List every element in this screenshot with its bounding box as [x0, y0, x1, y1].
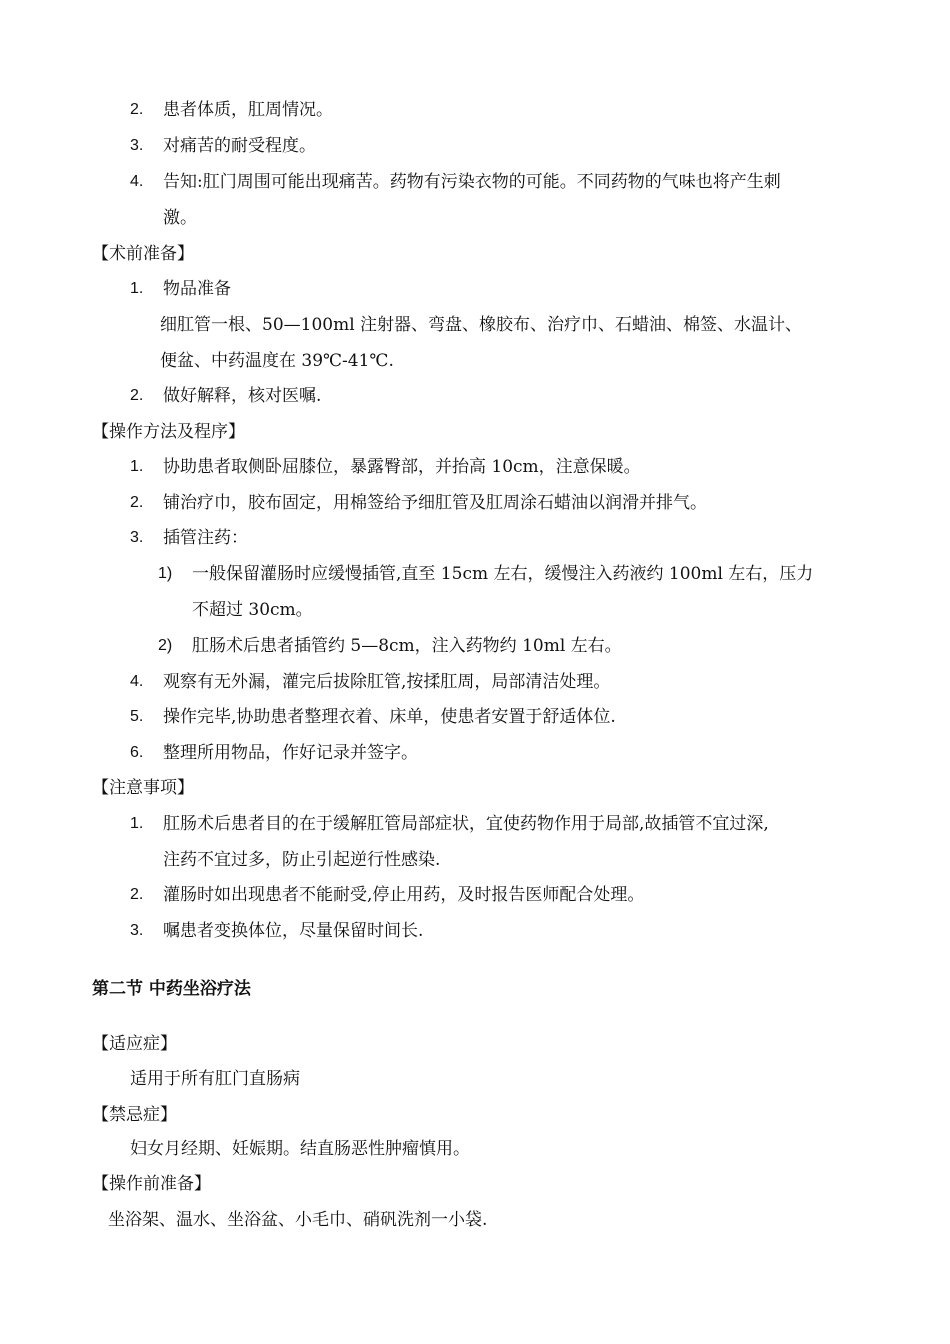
sublist-item-text: 一般保留灌肠时应缓慢插管,直至 15cm 左右，缓慢注入药液约 100ml 左右，压力	[192, 564, 814, 584]
list-number: 2.	[130, 886, 144, 903]
list-number: 6.	[130, 744, 144, 761]
list-item-text: 协助患者取侧卧屈膝位，暴露臀部，并抬高 10cm，注意保暖。	[163, 457, 641, 477]
list-item-text: 灌肠时如出现患者不能耐受,停止用药，及时报告医师配合处理。	[163, 885, 645, 905]
section-heading: 【操作方法及程序】	[92, 422, 245, 442]
list-item-continuation: 激。	[163, 208, 197, 228]
list-number: 2.	[130, 494, 144, 511]
list-number: 1.	[130, 280, 144, 297]
list-number: 5.	[130, 708, 144, 725]
section-heading: 【操作前准备】	[92, 1174, 211, 1194]
sublist-number: 2)	[158, 637, 173, 654]
list-item-text: 观察有无外漏，灌完后拔除肛管,按揉肛周，局部清洁处理。	[163, 672, 611, 692]
list-item-detail: 便盆、中药温度在 39℃-41℃.	[160, 351, 394, 371]
list-item-text: 物品准备	[163, 279, 231, 299]
list-item-detail: 细肛管一根、50—100ml 注射器、弯盘、橡胶布、治疗巾、石蜡油、棉签、水温计、	[160, 315, 803, 335]
list-number: 2.	[130, 101, 144, 118]
list-item-text: 插管注药：	[163, 528, 248, 548]
sublist-number: 1)	[158, 565, 173, 582]
list-item-text: 操作完毕,协助患者整理衣着、床单，使患者安置于舒适体位.	[163, 707, 616, 727]
list-number: 3.	[130, 137, 144, 154]
list-number: 4.	[130, 173, 144, 190]
list-number: 1.	[130, 815, 144, 832]
section-title: 第二节 中药坐浴疗法	[92, 979, 251, 999]
list-number: 4.	[130, 673, 144, 690]
list-number: 3.	[130, 922, 144, 939]
list-item-text: 告知:肛门周围可能出现痛苦。药物有污染衣物的可能。不同药物的气味也将产生刺	[163, 172, 781, 192]
indication-text: 适用于所有肛门直肠病	[130, 1069, 300, 1089]
list-number: 3.	[130, 529, 144, 546]
section-heading: 【注意事项】	[92, 778, 194, 798]
list-item-continuation: 注药不宜过多，防止引起逆行性感染.	[163, 850, 441, 870]
list-number: 1.	[130, 458, 144, 475]
list-item-text: 患者体质，肛周情况。	[163, 100, 333, 120]
section-heading: 【术前准备】	[92, 244, 194, 264]
section-heading: 【禁忌症】	[92, 1105, 177, 1125]
list-item-text: 做好解释，核对医嘱.	[163, 386, 322, 406]
preparation-text: 坐浴架、温水、坐浴盆、小毛巾、硝矾洗剂一小袋.	[108, 1210, 488, 1230]
sublist-item-continuation: 不超过 30cm。	[192, 600, 313, 620]
section-heading: 【适应症】	[92, 1034, 177, 1054]
sublist-item-text: 肛肠术后患者插管约 5—8cm，注入药物约 10ml 左右。	[192, 636, 622, 656]
list-item-text: 嘱患者变换体位，尽量保留时间长.	[163, 921, 424, 941]
contraindication-text: 妇女月经期、妊娠期。结直肠恶性肿瘤慎用。	[130, 1139, 470, 1159]
list-item-text: 整理所用物品，作好记录并签字。	[163, 743, 418, 763]
list-item-text: 铺治疗巾，胶布固定，用棉签给予细肛管及肛周涂石蜡油以润滑并排气。	[163, 493, 707, 513]
list-item-text: 肛肠术后患者目的在于缓解肛管局部症状，宜使药物作用于局部,故插管不宜过深,	[163, 814, 769, 834]
list-item-text: 对痛苦的耐受程度。	[163, 136, 316, 156]
list-number: 2.	[130, 387, 144, 404]
